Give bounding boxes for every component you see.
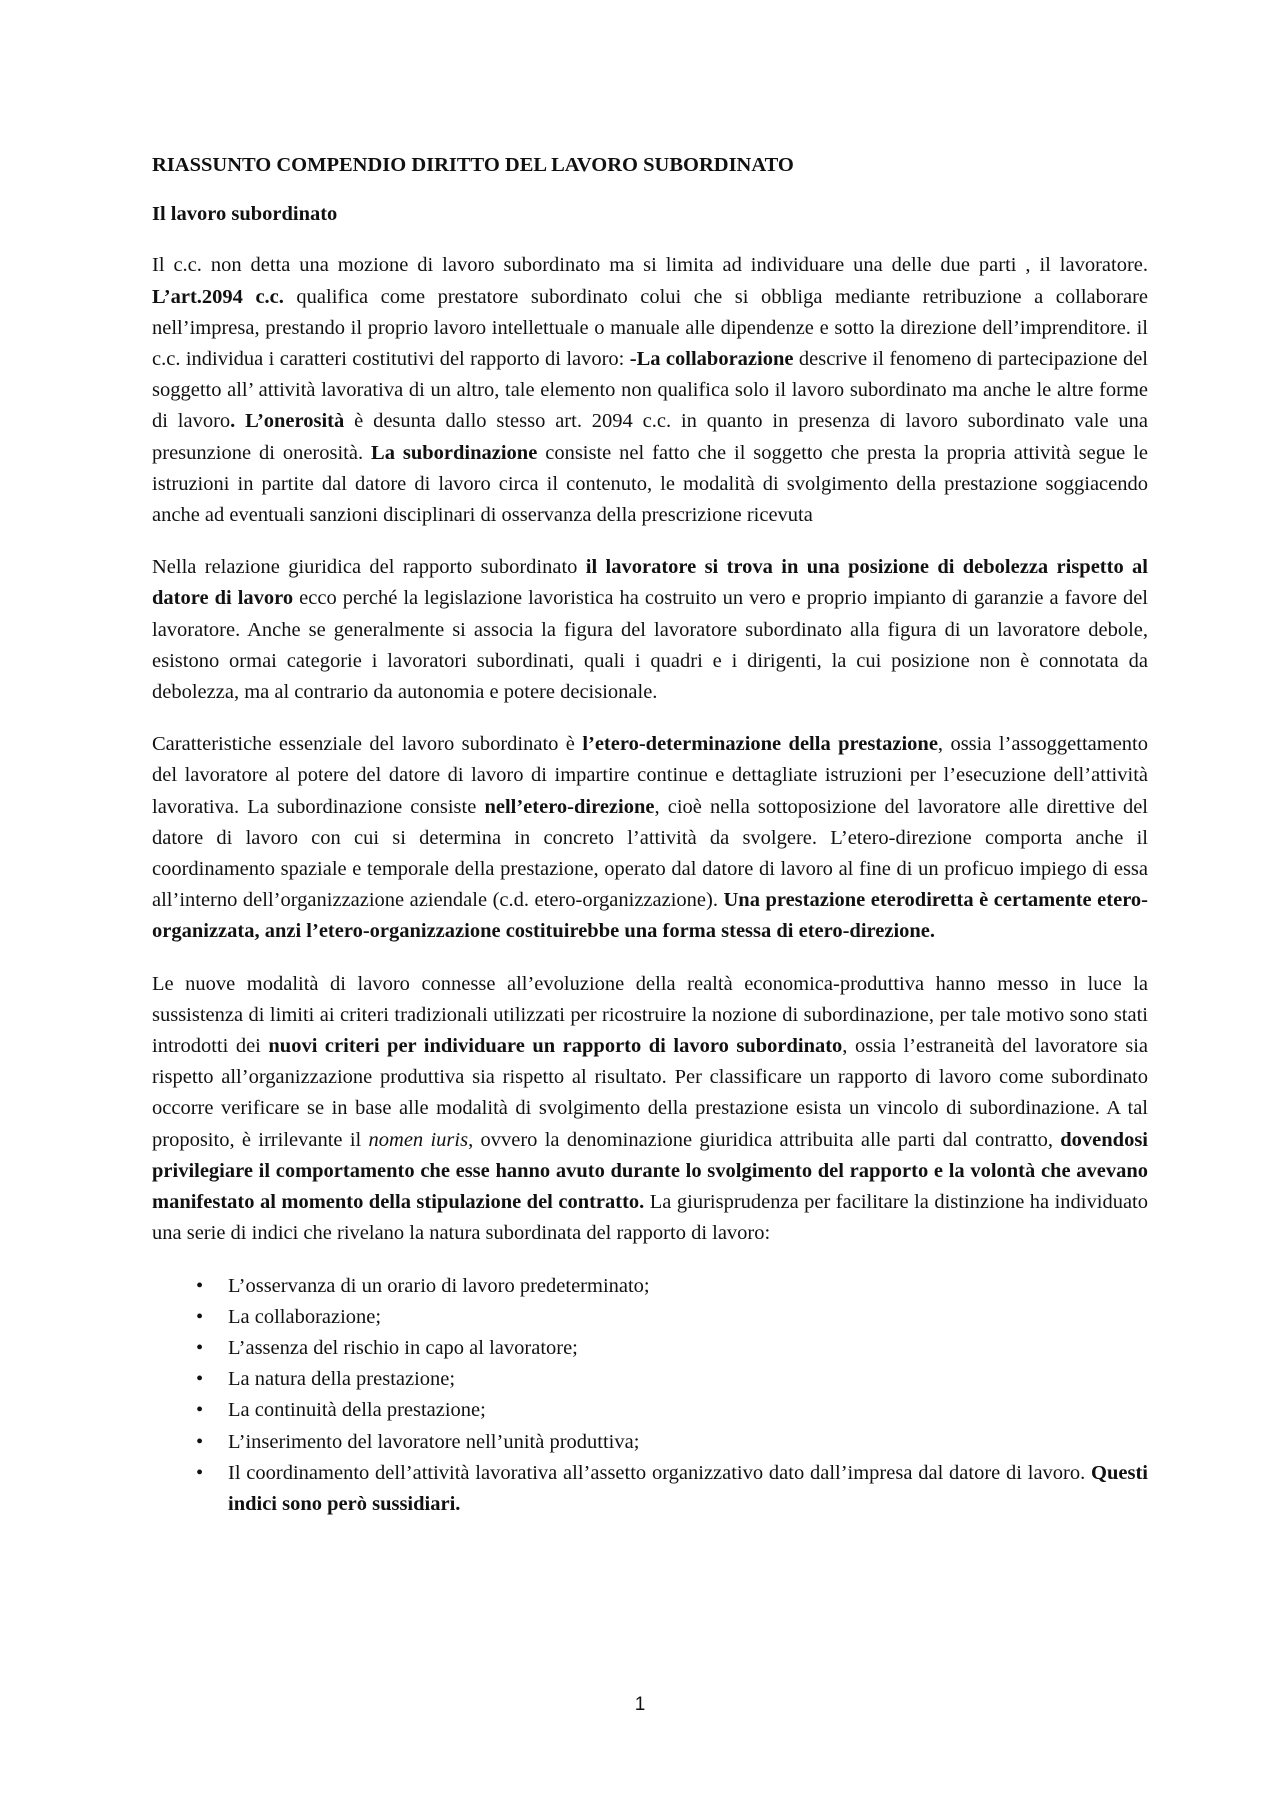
- text-run: Nella relazione giuridica del rapporto subordinato: [152, 556, 586, 579]
- text-run: Il coordinamento dell’attività lavorativa all’assetto organizzativo dato dall’impresa dal datore di lavoro.: [228, 1461, 1092, 1484]
- text-run: L’inserimento del lavoratore nell’unità produttiva;: [228, 1430, 640, 1453]
- bold-text: Questi indici sono però sussidiari.: [228, 1461, 1148, 1515]
- text-run: Il c.c. non detta una mozione di lavoro subordinato ma si limita ad individuare una delle due parti , il lavoratore.: [152, 254, 1148, 277]
- paragraph-3: [152, 729, 1148, 947]
- paragraph-1: [152, 250, 1148, 531]
- bold-text: l’etero-determinazione della prestazione: [582, 733, 938, 756]
- bold-text: L’onerosità: [245, 410, 345, 433]
- list-item: [152, 1271, 1148, 1302]
- text-run: consiste nel fatto che il soggetto che presta la propria attività segue le istruzioni in partite dal datore di lavoro circa il contenuto, le modalità di svolgimento della prestazione soggiacendo anche ad eventuali sanzioni disciplinari di osservanza della prescrizione ricevuta: [152, 441, 1148, 527]
- text-run: , ossia l’assoggettamento del lavoratore al potere del datore di lavoro di impartire continue e dettagliate istruzioni per l’esecuzione dell’attività lavorativa. La subordinazione consiste: [152, 733, 1148, 818]
- bold-text: il lavoratore si trova in una posizione di debolezza rispetto al datore di lavoro: [152, 556, 1149, 610]
- text-run: è desunta dallo stesso art. 2094 c.c. in quanto in presenza di lavoro subordinato vale una presunzione di onerosità.: [152, 410, 1148, 464]
- list-item-text: [228, 1399, 486, 1421]
- text-run: La collaborazione;: [228, 1305, 382, 1328]
- bold-text: L’art.2094 c.c.: [152, 285, 284, 308]
- bullet-icon: •: [196, 1305, 204, 1328]
- text-run: Le nuove modalità di lavoro connesse all’evoluzione della realtà economica-produttiva hanno messo in luce la sussistenza di limiti ai criteri tradizionali utilizzati per ricostruire la nozione di subordinazione, per tale motivo sono stati introdotti dei: [152, 972, 1148, 1058]
- list-item-text: [228, 1275, 650, 1297]
- section-heading: Il lavoro subordinato: [152, 203, 338, 226]
- italic-text: nomen iuris: [368, 1128, 469, 1151]
- text-run: L’osservanza di un orario di lavoro predeterminato;: [228, 1274, 650, 1297]
- list-item-text: [228, 1306, 381, 1328]
- text-run: [235, 410, 245, 432]
- bold-text: dovendosi privilegiare il comportamento che esse hanno avuto durante lo svolgimento del rapporto e la volontà che avevano manifestato al momento della stipulazione del contratto.: [152, 1128, 1148, 1214]
- text-run: ecco perché la legislazione lavoristica ha costruito un vero e proprio impianto di garanzie a favore del lavoratore. Anche se generalmente si associa la figura del lavoratore subordinato alla figura di un lavoratore debole, esistono ormai categorie i lavoratori subordinati, quali i quadri e i dirigenti, la cui posizione non è connotata da debolezza, ma al contrario da autonomia e potere decisionale.: [152, 587, 1148, 704]
- paragraph-2: [152, 552, 1148, 708]
- bold-text: -La collaborazione: [629, 348, 794, 371]
- list-item: [152, 1395, 1148, 1426]
- text-run: La natura della prestazione;: [228, 1368, 456, 1391]
- document-title: RIASSUNTO COMPENDIO DIRITTO DEL LAVORO SUBORDINATO: [152, 154, 794, 176]
- page-number: 1: [634, 1694, 646, 1715]
- list-item: [152, 1302, 1148, 1333]
- bullet-icon: •: [196, 1430, 204, 1453]
- text-run: , cioè nella sottoposizione del lavoratore alle direttive del datore di lavoro con cui si determina in concreto l’attività da svolgere. L’etero-direzione comporta anche il coordinamento spaziale e temporale della prestazione, operato dal datore di lavoro al fine di un proficuo impiego di essa all’interno dell’organizzazione aziendale (c.d. etero-organizzazione).: [152, 795, 1148, 912]
- body-paragraphs: [152, 250, 1148, 1249]
- list-item-text: [228, 1337, 578, 1359]
- text-run: La giurisprudenza per facilitare la distinzione ha individuato una serie di indici che rivelano la natura subordinata del rapporto di lavoro:: [152, 1191, 1148, 1245]
- bold-text: nell’etero-direzione: [484, 795, 655, 818]
- bullet-icon: •: [196, 1399, 204, 1422]
- indicator-list: [152, 1271, 1148, 1521]
- list-item: [152, 1458, 1148, 1520]
- list-item-text: [228, 1462, 1148, 1515]
- list-item: [152, 1333, 1148, 1364]
- text-run: La continuità della prestazione;: [228, 1399, 486, 1422]
- bullet-icon: •: [196, 1461, 204, 1484]
- text-run: qualifica come prestatore subordinato colui che si obbliga mediante retribuzione a collaborare nell’impresa, prestando il proprio lavoro intellettuale o manuale alle dipendenze e sotto la direzione dell’imprenditore. il c.c. individua i caratteri costitutivi del rapporto di lavoro:: [152, 285, 1148, 371]
- text-run: , ovvero la denominazione giuridica attribuita alle parti dal contratto,: [468, 1128, 1061, 1151]
- text-run: Caratteristiche essenziale del lavoro subordinato è: [152, 733, 583, 756]
- list-item: [152, 1364, 1148, 1395]
- list-item-text: [228, 1368, 455, 1390]
- bold-text: Una prestazione eterodiretta è certamente etero-organizzata, anzi l’etero-organizzazione costituirebbe una forma stessa di etero-direzione.: [152, 889, 1148, 943]
- bold-text: nuovi criteri per individuare un rapporto di lavoro subordinato: [268, 1035, 843, 1058]
- paragraph-4: [152, 969, 1148, 1250]
- text-run: descrive il fenomeno di partecipazione del soggetto all’ attività lavorativa di un altro, tale elemento non qualifica solo il lavoro subordinato ma anche le altre forme di lavoro: [152, 348, 1148, 433]
- list-item-text: [228, 1431, 639, 1453]
- list-item: [152, 1427, 1148, 1458]
- text-run: L’assenza del rischio in capo al lavoratore;: [228, 1336, 578, 1359]
- bullet-icon: •: [196, 1274, 204, 1297]
- bullet-icon: •: [196, 1368, 204, 1391]
- bold-text: .: [230, 410, 236, 433]
- text-run: , ossia l’estraneità del lavoratore sia rispetto all’organizzazione produttiva sia rispetto al risultato. Per classificare un rapporto di lavoro come subordinato occorre verificare se in base alle modalità di svolgimento della prestazione esista un vincolo di subordinazione. A tal proposito, è irrilevante il: [152, 1035, 1148, 1151]
- document-page: [152, 150, 1148, 1520]
- bold-text: La subordinazione: [371, 441, 538, 464]
- bullet-icon: •: [196, 1336, 204, 1359]
